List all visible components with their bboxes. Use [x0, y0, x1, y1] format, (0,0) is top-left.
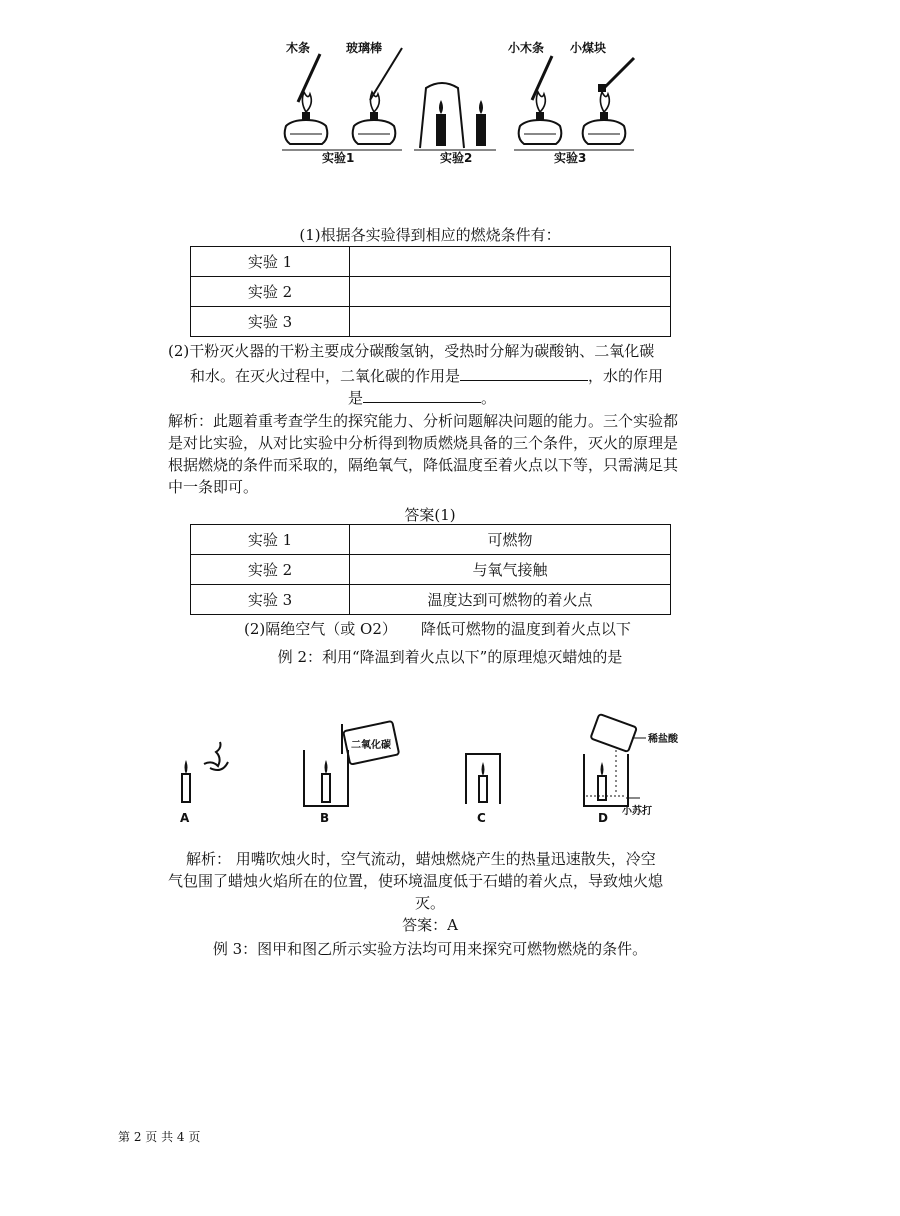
answer1-part2: (2)隔绝空气（或 O2） 降低可燃物的温度到着火点以下: [244, 620, 631, 638]
page-footer: 第 2 页 共 4 页: [118, 1130, 201, 1144]
option-label-d: D: [598, 811, 608, 825]
table-row: [191, 525, 671, 555]
label-exp3: 实验3: [554, 151, 587, 165]
answer-blank-water[interactable]: [363, 386, 481, 403]
glass-rod-icon: [370, 48, 402, 100]
label-glass-rod: 玻璃棒: [346, 41, 383, 55]
figure-candle-options: [170, 714, 678, 834]
label-hcl: 稀盐酸: [648, 734, 678, 745]
table-cell-label: 实验 3: [191, 307, 350, 337]
question2-line3: 是 。: [348, 386, 496, 409]
figure-experiments-1-3: [270, 38, 650, 168]
table-cell-label: 实验 1: [191, 247, 350, 277]
coal-lump-icon: [598, 84, 606, 92]
beaker-co2-icon: [304, 721, 399, 806]
question2-line2: 和水。在灭火过程中，二氧化碳的作用是 ，水的作用: [190, 364, 663, 387]
table-cell-label: 实验 3: [191, 585, 350, 615]
label-wood-strip: 木条: [286, 41, 311, 55]
covered-candle-icon: [466, 754, 500, 804]
answer-blank-co2[interactable]: [460, 364, 588, 381]
alcohol-lamp-icon: [285, 92, 328, 144]
table-row: [191, 585, 671, 615]
condition-table-answers: [190, 524, 671, 615]
alcohol-lamp-icon: [519, 92, 562, 144]
option-label-c: C: [477, 811, 486, 825]
example2-question: 例 2：利用“降温到着火点以下”的原理熄灭蜡烛的是: [277, 648, 623, 666]
table-cell-input[interactable]: [350, 277, 671, 307]
example3-question: 例 3：图甲和图乙所示实验方法均可用来探究可燃物燃烧的条件。: [212, 940, 648, 958]
condition-table-blank: [190, 246, 671, 337]
label-exp1: 实验1: [322, 151, 355, 165]
label-small-coal: 小煤块: [570, 41, 607, 55]
tongs-icon: [604, 58, 634, 88]
alcohol-lamp-icon: [353, 92, 396, 144]
table-cell-input[interactable]: [350, 247, 671, 277]
table-row: [191, 307, 671, 337]
candle-blown-icon: [182, 742, 228, 802]
table-cell-value: 可燃物: [350, 525, 671, 555]
answer2: 答案：A: [402, 916, 458, 934]
beaker-acid-soda-icon: [584, 714, 679, 817]
answer1-title: 答案(1): [404, 506, 456, 524]
option-label-b: B: [320, 811, 330, 825]
inverted-beaker-candle-icon: [420, 83, 464, 148]
table-cell-input[interactable]: [350, 307, 671, 337]
table-cell-value: 温度达到可燃物的着火点: [350, 585, 671, 615]
option-label-a: A: [180, 811, 190, 825]
table-cell-label: 实验 2: [191, 555, 350, 585]
table-cell-value: 与氧气接触: [350, 555, 671, 585]
table-cell-label: 实验 2: [191, 277, 350, 307]
label-small-wood: 小木条: [508, 41, 545, 55]
question1-intro: (1)根据各实验得到相应的燃烧条件有：: [299, 226, 561, 244]
label-exp2: 实验2: [440, 151, 473, 165]
table-row: [191, 555, 671, 585]
table-row: [191, 277, 671, 307]
analysis2-line3: 灭。: [414, 894, 445, 912]
table-row: [191, 247, 671, 277]
label-co2: 二氧化碳: [351, 740, 391, 751]
small-wood-icon: [532, 56, 552, 100]
label-soda: 小苏打: [622, 806, 652, 817]
table-cell-label: 实验 1: [191, 525, 350, 555]
analysis2-line1: 解析： 用嘴吹烛火时，空气流动，蜡烛燃烧产生的热量迅速散失，冷空: [186, 850, 656, 868]
analysis-paragraph-1: 解析：此题着重考查学生的探究能力、分析问题解决问题的能力。三个实验都是对比实验，从对比实验中分析得到物质燃烧具备的三个条件，灭火的原理是根据燃烧的条件而采取的，隔绝氧气，降低温度至着火点以下等，只需满足其中一条即可。: [168, 412, 679, 496]
analysis2-line2: 气包围了蜡烛火焰所在的位置，使环境温度低于石蜡的着火点，导致烛火熄: [168, 872, 664, 890]
alcohol-lamp-icon: [583, 92, 626, 144]
candle-icon: [476, 100, 486, 146]
question2-line1: (2)干粉灭火器的干粉主要成分碳酸氢钠，受热时分解为碳酸钠、二氧化碳: [168, 342, 655, 360]
